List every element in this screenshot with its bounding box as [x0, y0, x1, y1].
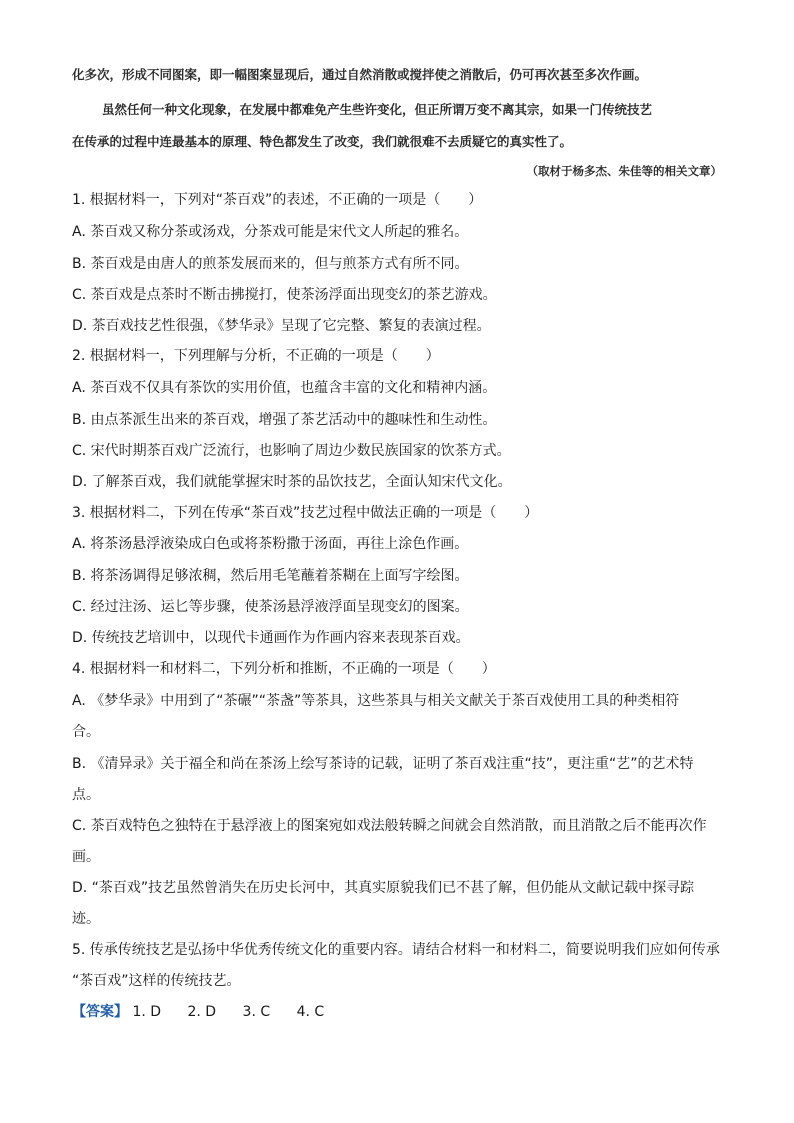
answer-tag: 【答案】 — [72, 1004, 128, 1020]
question-stem: 4. 根据材料一和材料二，下列分析和推断，不正确的一项是（ ） — [72, 661, 496, 677]
question-option: B. 将茶汤调得足够浓稠，然后用毛笔蘸着茶糊在上面写字绘图。 — [72, 568, 469, 584]
question-option: B. 《清异录》关于福全和尚在茶汤上绘写茶诗的记载，证明了茶百戏注重“技”，更注重“艺”的艺术特 — [72, 756, 694, 772]
question-option: D. 传统技艺培训中，以现代卡通画作为作画内容来表现茶百戏。 — [72, 630, 470, 646]
question-option: C. 茶百戏特色之独特在于悬浮液上的图案宛如戏法般转瞬之间就会自然消散，而且消散之后不能再次作 — [72, 818, 707, 834]
excerpt-line: 化多次，形成不同图案，即一幅图案显现后，通过自然消散或搅拌使之消散后，仍可再次甚至多次作画。 — [72, 67, 648, 82]
excerpt-line: 虽然任何一种文化现象，在发展中都难免产生些许变化，但正所谓万变不离其宗，如果一门传统技艺 — [102, 102, 653, 117]
answer-line — [72, 1002, 722, 1022]
answer-item: 1. D — [132, 1004, 162, 1020]
excerpt-line: 在传承的过程中连最基本的原理、特色都发生了改变，我们就很难不去质疑它的真实性了。 — [72, 134, 573, 149]
question-option-continued: 点。 — [72, 787, 100, 803]
question-option: B. 茶百戏是由唐人的煎茶发展而来的，但与煎茶方式有所不同。 — [72, 256, 469, 272]
source-citation: （取材于杨多杰、朱佳等的相关文章） — [526, 164, 722, 178]
question-option: C. 茶百戏是点茶时不断击拂搅打，使茶汤浮面出现变幻的茶艺游戏。 — [72, 287, 497, 303]
question-option: C. 经过注汤、运匕等步骤，使茶汤悬浮液浮面呈现变幻的图案。 — [72, 599, 469, 615]
question-option: C. 宋代时期茶百戏广泛流行，也影响了周边少数民族国家的饮茶方式。 — [72, 443, 511, 459]
question-option: B. 由点茶派生出来的茶百戏，增强了茶艺活动中的趣味性和生动性。 — [72, 412, 497, 428]
question-stem: 2. 根据材料一，下列理解与分析，不正确的一项是（ ） — [72, 348, 440, 364]
question-option-continued: 画。 — [72, 849, 100, 865]
question-option: A. 将茶汤悬浮液染成白色或将茶粉撒于汤面，再往上涂色作画。 — [72, 536, 469, 552]
question-option: A. 《梦华录》中用到了“茶碾”“茶盏”等茶具，这些茶具与相关文献关于茶百戏使用工具的种类相符 — [72, 693, 680, 709]
question-stem: 1. 根据材料一，下列对“茶百戏”的表述，不正确的一项是（ ） — [72, 192, 483, 208]
question-stem: 5. 传承传统技艺是弘扬中华优秀传统文化的重要内容。请结合材料一和材料二，简要说明我们应如何传承 — [72, 942, 720, 958]
question-option-continued: 迹。 — [72, 911, 100, 927]
question-option: D. “茶百戏”技艺虽然曾消失在历史长河中，其真实原貌我们已不甚了解，但仍能从文献记载中探寻踪 — [72, 880, 695, 896]
question-option: A. 茶百戏又称分茶或汤戏，分茶戏可能是宋代文人所起的雅名。 — [72, 224, 469, 240]
question-option-continued: 合。 — [72, 724, 100, 740]
question-stem-continued: “茶百戏”这样的传统技艺。 — [72, 973, 241, 989]
answer-item: 3. C — [242, 1004, 271, 1020]
question-stem: 3. 根据材料二，下列在传承“茶百戏”技艺过程中做法正确的一项是（ ） — [72, 505, 539, 521]
answer-item: 4. C — [296, 1004, 325, 1020]
question-option: D. 了解茶百戏，我们就能掌握宋时茶的品饮技艺，全面认知宋代文化。 — [72, 474, 512, 490]
question-option: A. 茶百戏不仅具有茶饮的实用价值，也蕴含丰富的文化和精神内涵。 — [72, 380, 497, 396]
question-option: D. 茶百戏技艺性很强，《梦华录》呈现了它完整、繁复的表演过程。 — [72, 318, 491, 334]
answer-item: 2. D — [187, 1004, 217, 1020]
